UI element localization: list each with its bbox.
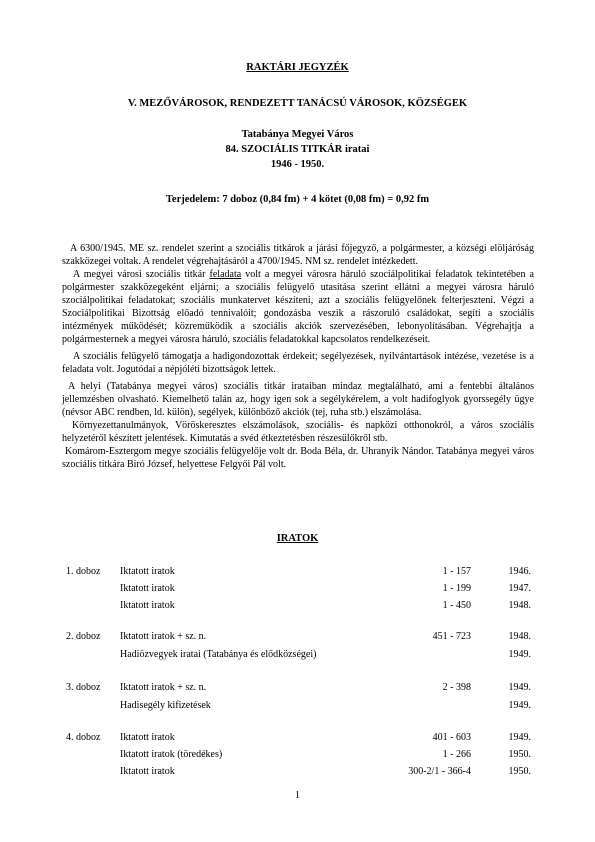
paragraph-2-rest: volt a megyei városra háruló szociálpolitikai feladatok tekintetében a polgármester szakközegeként eljárni; a szociális felügyelő utasítása szerint ellátni a megyei városra háruló szociálpolitikai feladatokat; szociális munkatervet készíteni, azt a szociális felügyelőnek felterjeszteni. Végzi a Szociálpolitikai Bizottság előadó tennivalóit; gondozásba veszik a rászoruló családokat, segíti a szociális intézmények működését; közreműködik a szociális akciók szervezésében, lebonyolításában. Végrehajtja a polgármesternek a megyei városra háruló, szociális feladatokkal kapcsolatos rendelkezéseit. — [62, 269, 534, 345]
item-range: 451 - 723 — [432, 631, 471, 642]
item-range: 1 - 199 — [442, 583, 471, 594]
inventory-row — [0, 681, 595, 694]
item-description: Iktatott iratok — [120, 566, 175, 577]
item-range: 2 - 398 — [442, 682, 471, 693]
page-number: 1 — [295, 790, 300, 801]
item-range: 300-2/1 - 366-4 — [408, 766, 471, 777]
inventory-row — [0, 699, 595, 712]
item-description: Iktatott iratok + sz. n. — [120, 682, 207, 693]
item-description: Iktatott iratok — [120, 600, 175, 611]
inventory-row — [0, 630, 595, 643]
paragraph-2-start: A megyei városi szociális titkár — [73, 269, 210, 280]
box-label: 3. doboz — [66, 682, 101, 693]
item-description: Hadisegély kifizetések — [120, 700, 211, 711]
years-heading: 1946 - 1950. — [270, 159, 325, 170]
underlined-word: feladata — [209, 269, 242, 280]
section-title: IRATOK — [276, 533, 319, 544]
item-range: 1 - 450 — [442, 600, 471, 611]
item-description: Iktatott iratok — [120, 732, 175, 743]
paragraph-1: A 6300/1945. ME sz. rendelet szerint a szociális titkárok a járási főjegyző, a polgármester, a községi elöljáróság szakközegei voltak. A rendelet végrehajtásáról a 4700/1945. NM sz. rendelet intézkedett. — [62, 243, 534, 267]
item-description: Iktatott iratok — [120, 766, 175, 777]
inventory-row — [0, 582, 595, 595]
city-heading: Tatabánya Megyei Város — [241, 129, 354, 140]
item-year: 1946. — [508, 566, 531, 577]
item-year: 1950. — [508, 749, 531, 760]
item-year: 1949. — [508, 700, 531, 711]
paragraph-2 — [62, 268, 534, 346]
item-year: 1949. — [508, 649, 531, 660]
paragraph-6: Komárom-Esztergom megye szociális felügyelője volt dr. Boda Béla, dr. Uhranyik Nándor. Tatabánya megyei város szociális titkára Biró József, helyettese Felgyői Pál volt. — [62, 446, 534, 470]
item-range: 1 - 266 — [442, 749, 471, 760]
paragraph-5: Környezettanulmányok, Vöröskeresztes elszámolások, szociális- és napközi otthonokról, a város szociális helyzetéről készített jelentések. Kimutatás a svéd étkeztetésben részesülőkről stb. — [62, 420, 534, 444]
extent-line: Terjedelem: 7 doboz (0,84 fm) + 4 kötet (0,08 fm) = 0,92 fm — [165, 194, 430, 205]
box-label: 4. doboz — [66, 732, 101, 743]
inventory-row — [0, 648, 595, 661]
fonds-heading: 84. SZOCIÁLIS TITKÁR iratai — [225, 144, 370, 155]
inventory-row — [0, 765, 595, 778]
category-heading: V. MEZŐVÁROSOK, RENDEZETT TANÁCSÚ VÁROSOK, KÖZSÉGEK — [127, 98, 468, 109]
inventory-row — [0, 565, 595, 578]
item-year: 1949. — [508, 732, 531, 743]
item-range: 1 - 157 — [442, 566, 471, 577]
item-description: Iktatott iratok (töredékes) — [120, 749, 223, 760]
item-description: Iktatott iratok + sz. n. — [120, 631, 207, 642]
box-label: 1. doboz — [66, 566, 101, 577]
item-description: Iktatott iratok — [120, 583, 175, 594]
item-year: 1948. — [508, 600, 531, 611]
item-range: 401 - 603 — [432, 732, 471, 743]
item-year: 1949. — [508, 682, 531, 693]
document-title: RAKTÁRI JEGYZÉK — [246, 62, 349, 73]
box-label: 2. doboz — [66, 631, 101, 642]
inventory-row — [0, 731, 595, 744]
inventory-row — [0, 599, 595, 612]
item-year: 1948. — [508, 631, 531, 642]
item-year: 1947. — [508, 583, 531, 594]
item-year: 1950. — [508, 766, 531, 777]
item-description: Hadiözvegyek iratai (Tatabánya és elődközségei) — [120, 649, 317, 660]
description-text — [62, 242, 534, 471]
paragraph-3: A szociális felügyelő támogatja a hadigondozottak érdekeit; segélyezések, nyilvántartások intézése, vezetése is a feladata volt. Jogutódai a népjóléti bizottságok lettek. — [62, 351, 534, 375]
inventory-row — [0, 748, 595, 761]
paragraph-4: A helyi (Tatabánya megyei város) szociális titkár irataiban mindaz megtalálható, ami a fentebbi általános jellemzésben olvasható. Kiemelhető talán az, hogy igen sok a segélykérelem, a volt hadifoglyok gyorssegély ügye (névsor ABC rendben, ld. külön), segélyek, különböző akciók (tej, ruha stb.) elszámolása. — [62, 381, 534, 418]
